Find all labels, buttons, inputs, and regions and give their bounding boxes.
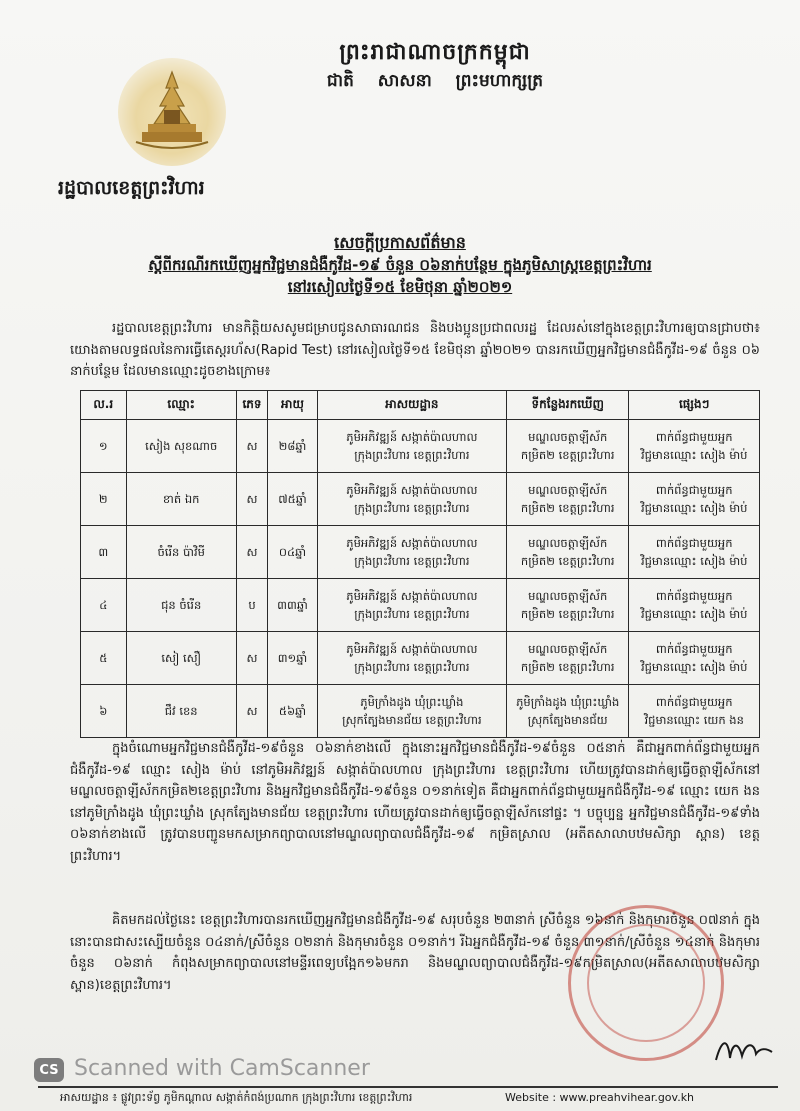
cell-other [629, 632, 760, 685]
title-line-3: នៅរសៀលថ្ងៃទី១៥ ខែមិថុនា ឆ្នាំ២០២១ [287, 278, 513, 296]
address-line-1: ភូមិអភិវឌ្ឍន៍ សង្កាត់ប៉ាលហាល [346, 430, 478, 444]
address-line-2: ក្រុងព្រះវិហារ ខេត្តព្រះវិហារ [354, 501, 470, 515]
header-age: អាយុ [268, 391, 318, 420]
table-row [81, 685, 760, 738]
footer-address: អាសយដ្ឋាន ៖ ផ្លូវព្រះទ័ព្វ ភូមិកណ្តាល សង្កាត់កំពង់ប្រណាក ក្រុងព្រះវិហារ ខេត្តព្រះវិហារ [60, 1091, 413, 1104]
cell-address [317, 579, 506, 632]
cell-other [629, 473, 760, 526]
cell-detection-place [506, 473, 628, 526]
place-line-1: មណ្ឌលចត្តាឡីស័ក [528, 430, 608, 444]
address-line-1: ភូមិអភិវឌ្ឍន៍ សង្កាត់ប៉ាលហាល [346, 483, 478, 497]
place-line-2: កម្រិត២ ខេត្តព្រះវិហារ [520, 501, 615, 515]
title-line-2: ស្តីពីករណីរកឃើញអ្នកវិជ្ជមានជំងឺកូវីដ-១៩ ចំនួន ០៦នាក់បន្ថែម ក្នុងភូមិសាស្ត្រខេត្តព្រះវិហារ [148, 256, 652, 274]
cell-no: ៤ [81, 579, 127, 632]
place-line-2: កម្រិត២ ខេត្តព្រះវិហារ [520, 607, 615, 621]
cell-name: ខាត់ ឯក [126, 473, 236, 526]
address-line-2: ស្រុកត្បែងមានជ័យ ខេត្តព្រះវិហារ [342, 713, 482, 727]
provincial-emblem-logo [118, 58, 226, 166]
scanner-watermark: Scanned with CamScanner [74, 1056, 370, 1081]
table-header-row [81, 391, 760, 420]
place-line-2: កម្រិត២ ខេត្តព្រះវិហារ [520, 448, 615, 462]
official-seal-stamp [568, 905, 724, 1061]
table-row [81, 526, 760, 579]
announcement-title [60, 232, 740, 298]
other-line-1: ពាក់ព័ន្ធជាមួយអ្នក [655, 536, 733, 550]
place-line-2: កម្រិត២ ខេត្តព្រះវិហារ [520, 554, 615, 568]
other-line-2: វិជ្ជមានឈ្មោះ សៀង ម៉ាប់ [640, 554, 748, 568]
cell-address [317, 632, 506, 685]
address-line-1: ភូមិក្រាំងដូង ឃុំព្រះឃ្លាំង [360, 695, 464, 709]
address-line-2: ក្រុងព្រះវិហារ ខេត្តព្រះវិហារ [354, 660, 470, 674]
other-line-2: វិជ្ជមានឈ្មោះ សៀង ម៉ាប់ [640, 501, 748, 515]
cell-no: ១ [81, 420, 127, 473]
cell-detection-place [506, 685, 628, 738]
footer-website: Website : www.preahvihear.gov.kh [505, 1091, 695, 1104]
cell-name: សៀ សឿ [126, 632, 236, 685]
details-text: ក្នុងចំណោមអ្នកវិជ្ជមានជំងឺកូវីដ-១៩ចំនួន ០៦នាក់ខាងលើ ក្នុងនោះអ្នកវិជ្ជមានជំងឺកូវីដ-១៩ចំនួន ០៥នាក់ គឺជាអ្នកពាក់ព័ន្ធជាមួយអ្នកជំងឺកូវីដ-១៩ ឈ្មោះ សៀង ម៉ាប់ នៅភូមិអភិវឌ្ឍន៍ សង្កាត់ប៉ាលហាល ក្រុងព្រះវិហារ ខេត្តព្រះវិហារ ហើយត្រូវបានដាក់ឲ្យធ្វើចត្តាឡីស័កនៅមណ្ឌលចត្តាឡីស័កកម្រិត២ខេត្តព្រះវិហារ និងអ្នកវិជ្ជមានជំងឺកូវីដ-១៩ចំនួន ០១នាក់ទៀត គឺជាអ្នកពាក់ព័ន្ធជាមួយអ្នកជំងឺកូវីដ-១៩ ឈ្មោះ យេក ងន នៅភូមិក្រាំងដូង ឃុំព្រះឃ្លាំង ស្រុកត្បែងមានជ័យ ខេត្តព្រះវិហារ ហើយត្រូវបានដាក់ឲ្យធ្វើចត្តាឡីស័កនៅផ្ទះ ។ បច្ចុប្បន្ន អ្នកវិជ្ជមានជំងឺកូវីដ-១៩ទាំង ០៦នាក់ខាងលើ ត្រូវបានបញ្ជូនមកសម្រាកព្យាបាលនៅមណ្ឌលព្យាបាលជំងឺកូវីដ-១៩ កម្រិតស្រាល (អតីតសាលាបឋមសិក្សា ស្ពាន) ខេត្តព្រះវិហារ។ [70, 741, 760, 864]
other-line-2: វិជ្ជមានឈ្មោះ សៀង ម៉ាប់ [640, 448, 748, 462]
intro-paragraph [70, 318, 760, 383]
address-line-2: ក្រុងព្រះវិហារ ខេត្តព្រះវិហារ [354, 448, 470, 462]
place-line-2: កម្រិត២ ខេត្តព្រះវិហារ [520, 660, 615, 674]
place-line-1: មណ្ឌលចត្តាឡីស័ក [528, 536, 608, 550]
cell-address [317, 526, 506, 579]
cell-no: ៦ [81, 685, 127, 738]
cell-other [629, 420, 760, 473]
cases-table [80, 390, 760, 738]
place-line-2: ស្រុកត្បែងមានជ័យ [527, 713, 608, 727]
cell-address [317, 473, 506, 526]
cell-detection-place [506, 526, 628, 579]
cell-name: ជុន ចំរើន [126, 579, 236, 632]
intro-text: រដ្ឋបាលខេត្តព្រះវិហារ មានកិត្តិយសសូមជម្រាបជូនសាធារណជន និងបងប្អូនប្រជាពលរដ្ឋ ដែលរស់នៅក្នុងខេត្តព្រះវិហារឲ្យបានជ្រាបថា៖ យោងតាមលទ្ធផលនៃការធ្វើតេស្តរហ័ស(Rapid Test) នៅរសៀលថ្ងៃទី១៥ ខែមិថុនា ឆ្នាំ២០២១ បានរកឃើញអ្នកវិជ្ជមានជំងឺកូវីដ-១៩ ចំនួន ០៦ នាក់បន្ថែម ដែលមានឈ្មោះដូចខាងក្រោម៖ [70, 321, 760, 379]
other-line-1: ពាក់ព័ន្ធជាមួយអ្នក [655, 483, 733, 497]
kingdom-heading: ព្រះរាជាណាចក្រកម្ពុជា [339, 40, 531, 65]
header-no: ល.រ [81, 391, 127, 420]
place-line-1: ភូមិក្រាំងដូង ឃុំព្រះឃ្លាំង [516, 695, 620, 709]
address-line-2: ក្រុងព្រះវិហារ ខេត្តព្រះវិហារ [354, 554, 470, 568]
cell-age: ៣៣ឆ្នាំ [268, 579, 318, 632]
cell-address [317, 685, 506, 738]
other-line-1: ពាក់ព័ន្ធជាមួយអ្នក [655, 589, 733, 603]
cell-name: ជឹវ ខេន [126, 685, 236, 738]
other-line-1: ពាក់ព័ន្ធជាមួយអ្នក [655, 642, 733, 656]
header-detection-place: ទីកន្លែងរកឃើញ [506, 391, 628, 420]
cell-detection-place [506, 420, 628, 473]
cell-age: ២៨ឆ្នាំ [268, 420, 318, 473]
signature [712, 1030, 776, 1074]
header-address: អាសយដ្ឋាន [317, 391, 506, 420]
cell-sex: ស [236, 632, 267, 685]
cell-sex: ស [236, 526, 267, 579]
other-line-1: ពាក់ព័ន្ធជាមួយអ្នក [655, 695, 733, 709]
other-line-2: វិជ្ជមានឈ្មោះ យេក ងន [644, 713, 744, 727]
cell-name: ចំរើន ប៉ាវិមី [126, 526, 236, 579]
table-row [81, 632, 760, 685]
cell-detection-place [506, 579, 628, 632]
cell-sex: ស [236, 420, 267, 473]
table-row [81, 420, 760, 473]
camscanner-logo-icon: CS [34, 1058, 64, 1082]
table-row [81, 579, 760, 632]
cell-sex: ប [236, 579, 267, 632]
cell-address [317, 420, 506, 473]
cell-other [629, 526, 760, 579]
cell-age: ៧៥ឆ្នាំ [268, 473, 318, 526]
cell-age: ៥៦ឆ្នាំ [268, 685, 318, 738]
cell-sex: ស [236, 685, 267, 738]
issuing-authority: រដ្ឋបាលខេត្តព្រះវិហារ [58, 177, 205, 199]
table-row [81, 473, 760, 526]
other-line-1: ពាក់ព័ន្ធជាមួយអ្នក [655, 430, 733, 444]
cell-detection-place [506, 632, 628, 685]
cell-age: ៣១ឆ្នាំ [268, 632, 318, 685]
cell-other [629, 579, 760, 632]
cell-no: ៣ [81, 526, 127, 579]
address-line-1: ភូមិអភិវឌ្ឍន៍ សង្កាត់ប៉ាលហាល [346, 589, 478, 603]
details-paragraph [70, 738, 760, 867]
other-line-2: វិជ្ជមានឈ្មោះ សៀង ម៉ាប់ [640, 607, 748, 621]
other-line-2: វិជ្ជមានឈ្មោះ សៀង ម៉ាប់ [640, 660, 748, 674]
totals-text: គិតមកដល់ថ្ងៃនេះ ខេត្តព្រះវិហារបានរកឃើញអ្នកវិជ្ជមានជំងឺកូវីដ-១៩ សរុបចំនួន ២៣នាក់ ស្រីចំនួន ១៦នាក់ និងកុមារចំនួន ០៧នាក់ ក្នុងនោះបានជាសះស្បើយចំនួន ០៤នាក់/ស្រីចំនួន ០២នាក់ និងកុមារចំនួន ០១នាក់។ រីឯអ្នកជំងឺកូវីដ-១៩ ចំនួន ៣១នាក់/ស្រីចំនួន ១៤នាក់ និងកុមារចំនួន ០៦នាក់ កំពុងសម្រាកព្យាបាលនៅមន្ទីរពេទ្យបង្អែក១៦មករា និងមណ្ឌលព្យាបាលជំងឺកូវីដ-១៩កម្រិតស្រាល(អតីតសាលាបឋមសិក្សា ស្ពាន)ខេត្តព្រះវិហារ។ [70, 913, 760, 993]
address-line-2: ក្រុងព្រះវិហារ ខេត្តព្រះវិហារ [354, 607, 470, 621]
cell-other [629, 685, 760, 738]
national-motto: ជាតិ សាសនា ព្រះមហាក្សត្រ [326, 71, 544, 91]
title-line-1: សេចក្តីប្រកាសព័ត៌មាន [334, 233, 466, 252]
place-line-1: មណ្ឌលចត្តាឡីស័ក [528, 483, 608, 497]
cell-no: ៥ [81, 632, 127, 685]
place-line-1: មណ្ឌលចត្តាឡីស័ក [528, 589, 608, 603]
place-line-1: មណ្ឌលចត្តាឡីស័ក [528, 642, 608, 656]
address-line-1: ភូមិអភិវឌ្ឍន៍ សង្កាត់ប៉ាលហាល [346, 642, 478, 656]
cell-no: ២ [81, 473, 127, 526]
cell-sex: ស [236, 473, 267, 526]
footer-divider [38, 1086, 778, 1088]
header-sex: ភេទ [236, 391, 267, 420]
address-line-1: ភូមិអភិវឌ្ឍន៍ សង្កាត់ប៉ាលហាល [346, 536, 478, 550]
cell-age: ០៤ឆ្នាំ [268, 526, 318, 579]
cell-name: សៀង សុខណាច [126, 420, 236, 473]
header-other: ផ្សេងៗ [629, 391, 760, 420]
header-name: ឈ្មោះ [126, 391, 236, 420]
